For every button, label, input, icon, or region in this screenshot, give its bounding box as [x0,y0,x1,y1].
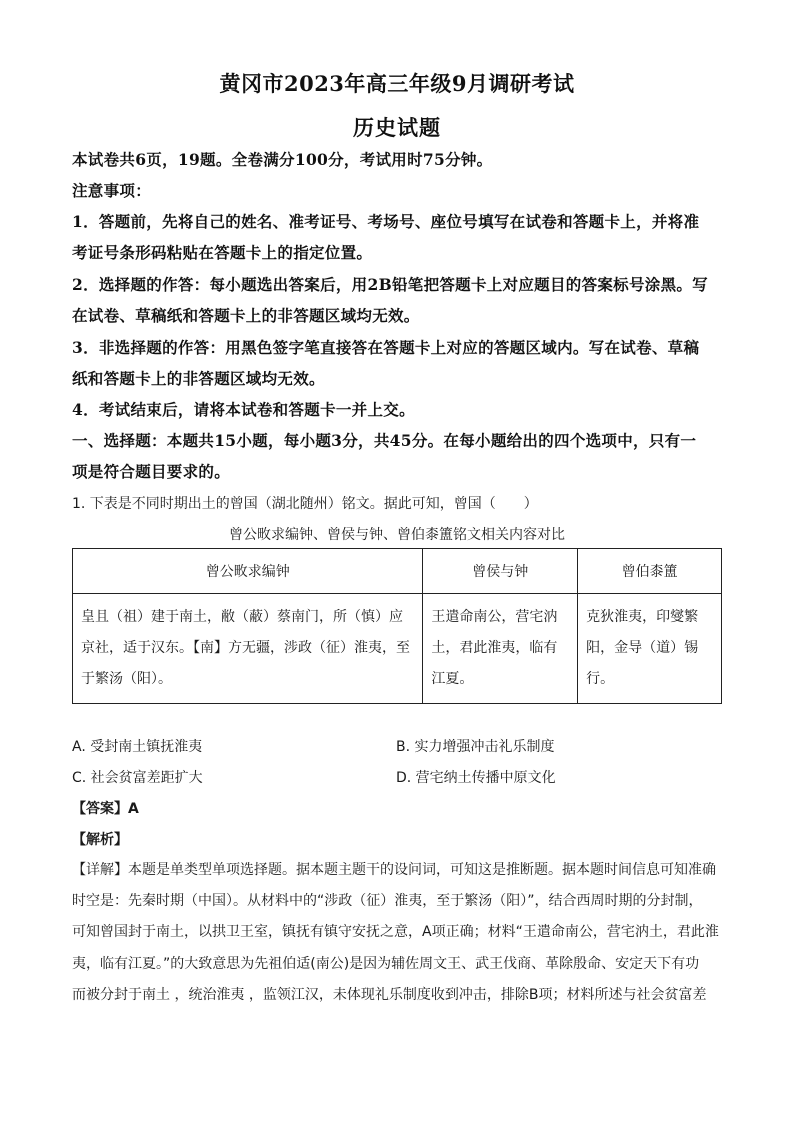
exam-summary: 本试卷共6页，19题。全卷满分100分，考试用时75分钟。 [72,150,493,169]
inscription-table [72,548,722,704]
option-d: D. 营宅纳土传播中原文化 [396,770,556,786]
notice-line: 2．选择题的作答：每小题选出答案后，用2B铅笔把答题卡上对应题目的答案标号涂黑。写 [72,275,708,294]
question-stem: 1. 下表是不同时期出土的曾国（湖北随州）铭文。据此可知，曾国（ ） [72,496,538,512]
table-header-cell: 曾公畋求编钟 [73,549,423,594]
table-header-cell: 曾侯与钟 [423,549,578,594]
notice-line: 4．考试结束后，请将本试卷和答题卡一并上交。 [72,400,415,419]
analysis-line: 夷，临有江夏。”的大致意思为先祖伯适(南公)是因为辅佐周文王、武王伐商、革除殷命、安定天下有功 [72,956,700,972]
analysis-line: 而被分封于南土 ，统治淮夷 ，监领江汉，未体现礼乐制度收到冲击，排除B项；材料所述与社会贫富差 [72,987,707,1003]
exam-subtitle: 历史试题 [353,115,441,140]
analysis-line: 【详解】本题是单类型单项选择题。据本题主题干的设问词，可知这是推断题。据本题时间信息可知准确 [72,862,716,878]
notice-line: 在试卷、草稿纸和答题卡上的非答题区域均无效。 [72,306,420,325]
analysis-label: 【解析】 [72,832,128,848]
notice-line: 1．答题前，先将自己的姓名、准考证号、考场号、座位号填写在试卷和答题卡上，并将准 [72,212,700,231]
table-cell: 皇且（祖）建于南土，敝（蔽）蔡南门，所（慎）应京社，适于汉东。【南】方无疆，涉政（征）淮夷，至于繁汤（阳）。 [73,594,423,704]
analysis-line: 可知曾国封于南土，以拱卫王室，镇抚有镇守安抚之意，A项正确；材料“王遣命南公，营宅汭土，君此淮 [72,924,719,940]
option-b: B. 实力增强冲击礼乐制度 [396,739,555,755]
option-c: C. 社会贫富差距扩大 [72,770,203,786]
answer-label: 【答案】A [72,801,139,817]
table-header-row [73,549,722,594]
table-caption: 曾公畋求编钟、曾侯与钟、曾伯桼簠铭文相关内容对比 [229,527,565,543]
section-heading: 项是符合题目要求的。 [72,462,231,481]
analysis-line: 时空是：先秦时期（中国）。从材料中的“涉政（征）淮夷，至于繁汤（阳）”，结合西周时期的分封制， [72,893,703,909]
notice-line: 3．非选择题的作答：用黑色签字笔直接答在答题卡上对应的答题区域内。写在试卷、草稿 [72,338,700,357]
notice-line: 纸和答题卡上的非答题区域均无效。 [72,369,325,388]
table-cell: 王遣命南公，营宅汭土，君此淮夷，临有江夏。 [423,594,578,704]
table-row [73,594,722,704]
option-a: A. 受封南土镇抚淮夷 [72,739,203,755]
table-cell: 克狄淮夷，印燮繁阳，金导（道）锡行。 [578,594,722,704]
section-heading: 一、选择题：本题共15小题，每小题3分，共45分。在每小题给出的四个选项中，只有一 [72,431,697,450]
table-header-cell: 曾伯桼簠 [578,549,722,594]
notice-line: 考证号条形码粘贴在答题卡上的指定位置。 [72,243,373,262]
notice-heading: 注意事项： [72,181,152,200]
exam-title: 黄冈市2023年高三年级9月调研考试 [219,71,575,96]
